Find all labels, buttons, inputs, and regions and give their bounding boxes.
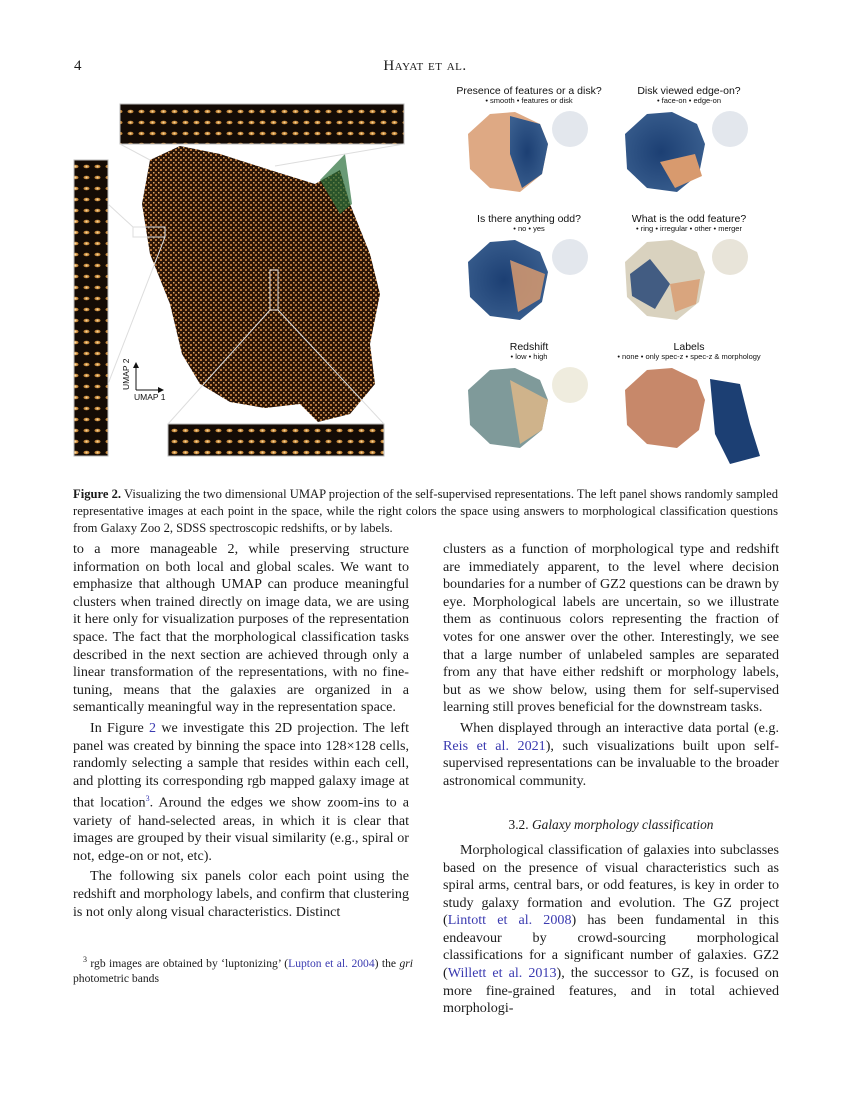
panel-labels [617,341,761,464]
panel-legend: • ring • irregular • other • merger [636,224,742,233]
page-number: 4 [74,58,82,74]
caption-text: Visualizing the two dimensional UMAP projection of the self-supervised representations. The left panel shows randomly sampled representative images at each point in the space, while the right colors the space using answers to morphological classification questions from Galaxy Zoo 2, SDSS spectroscopic redshifts, or by labels. [73,487,779,535]
zoom-strip-bottom [168,424,384,456]
left-column [73,541,409,921]
citation-link[interactable]: Lintott et al. 2008 [447,912,572,929]
umap-axes [121,358,166,402]
paragraph: When displayed through an interactive data portal (e.g. Reis et al. 2021), such visualizations built upon self-supervised representations can be invaluable to the broader astronomical community. [443,719,779,789]
panel-edge-on [625,85,748,192]
panel-redshift [468,341,588,448]
axis-label-umap1: UMAP 1 [134,392,166,402]
citation-link[interactable]: Willett et al. 2013 [447,965,557,982]
paragraph: clusters as a function of morphological type and redshift are immediately apparent, to the level where decision boundaries for a number of GZ2 questions can be drawn by eye. Morphological labels are uncertain, so we illustrate them as continuous colors representing the fraction of votes for one answer over the other. Interestingly, we see that a large number of unlabeled samples are separated from any that have either redshift or morphology labels, but as we show below, using them for self-supervised learning still proves beneficial for the downstream tasks. [443,541,779,716]
axis-label-umap2: UMAP 2 [121,358,131,390]
right-column [443,541,779,1018]
panel-legend: • smooth • features or disk [485,96,573,105]
panel-legend: • low • high [510,352,548,361]
figure-2 [70,84,782,476]
citation-link[interactable]: Lupton et al. 2004 [288,956,375,970]
section-heading: 3.2. Galaxy morphology classification [508,817,714,833]
caption-label: Figure 2. [73,487,122,501]
paragraph: In Figure 2 we investigate this 2D projection. The left panel was created by binning the space into 128×128 cells, randomly selecting a sample that resides within each cell, and plotting its corresponding rgb mapped galaxy image at that location$^3$. Around the edges we show zoom-ins to a variety of hand-selected areas, in which it is clear that images are grouped by their visual similarity (e.g., spiral or not, edge-on or not, etc). [73,719,410,864]
panel-legend: • none • only spec-z • spec-z & morphology [617,352,761,361]
footnote: $^3$ rgb images are obtained by ‘luptonizing’ (Lupton et al. 2004) the gri photometric bands [73,955,414,985]
panel-title: Labels [673,341,705,353]
paragraph: Morphological classification of galaxies into subclasses based on the presence of visual characteristics such as spiral arms, central bars, or odd features, is key in order to study galaxy formation and evolution. The GZ project (Lintott et al. 2008) has been fundamental in this endeavour by crowd-sourcing morphological classifications for a significant number of galaxies. GZ2 (Willett et al. 2013), the successor to GZ, is focused on more fine-grained features, and in total achieved morphologi- [443,841,779,1017]
panel-title: Presence of features or a disk? [456,85,602,97]
panel-title: What is the odd feature? [631,213,747,225]
panel-features [456,85,601,192]
footnote-ref[interactable]: 3 [145,794,150,804]
zoom-strip-top [120,104,404,144]
umap-image-panel [74,104,404,456]
panel-legend: • face-on • edge-on [656,96,722,105]
paragraph: to a more manageable 2, while preserving structure information on both local and global scales. We want to emphasize that although UMAP can produce meaningful clusters when trained directly on image data, we are using it here only for visualization purposes of the representation space. The fact that the morphological classification tasks described in the next section are achieved through only a linear transformation of the representations, with no fine-tuning, means that the galaxies are organized in a semantically meaningful way in the representation space. [73,541,409,716]
figure-caption [73,486,778,537]
zoom-strip-left [74,160,108,456]
figure-ref-link[interactable]: 2 [149,719,157,736]
panel-legend: • no • yes [513,224,545,233]
citation-link[interactable]: Reis et al. 2021 [443,737,546,754]
panel-title: Disk viewed edge-on? [637,85,741,97]
panel-odd-feature [625,213,748,320]
running-head-author: Hayat et al. [383,58,467,74]
panel-odd [468,213,588,320]
panel-title: Is there anything odd? [477,213,581,225]
panel-title: Redshift [509,341,549,353]
paragraph: The following six panels color each point using the redshift and morphology labels, and confirm that clustering is not only along visual characteristics. Distinct [73,868,409,920]
